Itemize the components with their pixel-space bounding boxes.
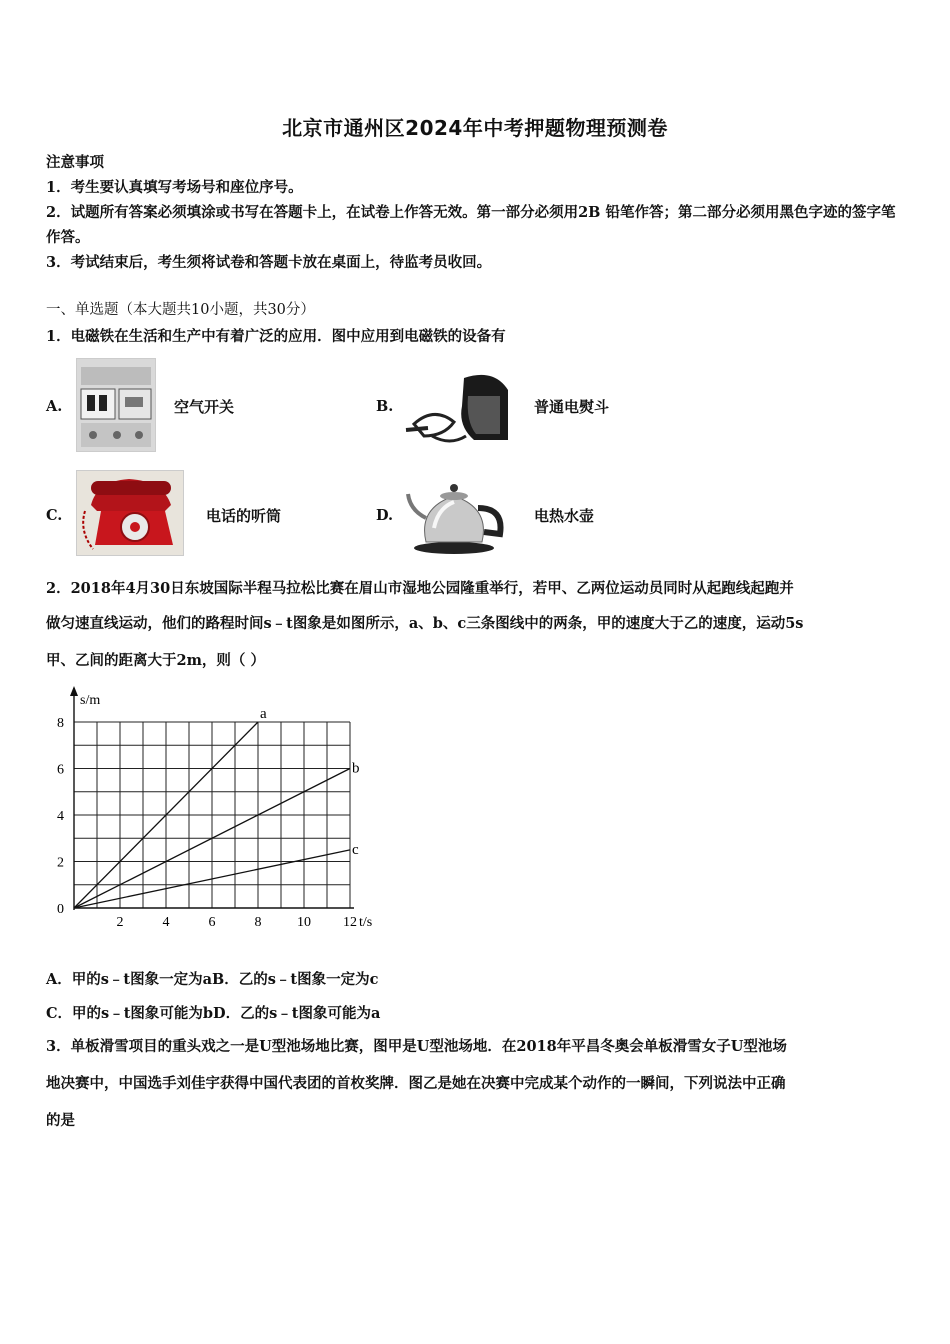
series-label-a: a bbox=[260, 706, 267, 722]
y-tick-label: 8 bbox=[57, 716, 64, 731]
q2-options-line-2: C．甲的s﹣t图象可能为bD．乙的s﹣t图象可能为a bbox=[46, 1005, 381, 1022]
q2-stem-line-2: 做匀速直线运动，他们的路程时间s﹣t图象是如图所示，a、b、c三条图线中的两条，甲的速度大于乙的速度，运动5s bbox=[46, 615, 804, 632]
chart-labels bbox=[57, 693, 372, 930]
electric-iron-photo bbox=[404, 366, 514, 452]
q2-stem-line-3: 甲、乙间的距离大于2m，则（ ） bbox=[46, 652, 265, 669]
electric-kettle-photo bbox=[404, 468, 508, 556]
q2-stem-line-1: 2．2018年4月30日东坡国际半程马拉松比赛在眉山市湿地公园隆重举行，若甲、乙两位运动员同时从起跑线起跑并 bbox=[46, 580, 794, 597]
st-graph bbox=[44, 684, 384, 940]
x-tick-label: 10 bbox=[297, 915, 311, 930]
q3-stem-line-2: 地决赛中，中国选手刘佳宇获得中国代表团的首枚奖牌．图乙是她在决赛中完成某个动作的一瞬间，下列说法中正确 bbox=[46, 1075, 786, 1092]
telephone-photo bbox=[76, 470, 184, 556]
q1-stem: 1．电磁铁在生活和生产中有着广泛的应用．图中应用到电磁铁的设备有 bbox=[46, 328, 506, 345]
q1-option-a-letter: A. bbox=[46, 398, 63, 415]
q2-options-line-1: A．甲的s﹣t图象一定为aB．乙的s﹣t图象一定为c bbox=[46, 971, 379, 988]
q1-option-b-text: 普通电熨斗 bbox=[534, 398, 610, 416]
y-axis-arrow bbox=[70, 686, 78, 696]
x-tick-label: 12 bbox=[343, 915, 357, 930]
x-axis-label: t/s bbox=[359, 915, 373, 930]
series-label-b: b bbox=[352, 760, 360, 777]
page-title: 北京市通州区2024年中考押题物理预测卷 bbox=[282, 116, 668, 140]
notice-item-1: 1．考生要认真填写考场号和座位序号。 bbox=[46, 179, 303, 196]
y-tick-label: 4 bbox=[57, 809, 64, 824]
q1-option-b-letter: B. bbox=[376, 398, 394, 415]
y-tick-label: 6 bbox=[57, 762, 64, 778]
y-tick-label: 2 bbox=[57, 855, 64, 871]
q3-stem-line-1: 3．单板滑雪项目的重头戏之一是U型池场地比赛，图甲是U型池场地．在2018年平昌冬奥会单板滑雪女子U型池场 bbox=[46, 1038, 787, 1055]
notice-item-2: 2．试题所有答案必须填涂或书写在答题卡上，在试卷上作答无效。第一部分必须用2B 铅笔作答；第二部分必须用黑色字迹的签字笔作答。 bbox=[46, 204, 896, 246]
q1-option-c-text: 电话的听筒 bbox=[206, 507, 282, 525]
notice-item-3: 3．考试结束后，考生须将试卷和答题卡放在桌面上，待监考员收回。 bbox=[46, 254, 492, 271]
x-tick-label: 4 bbox=[162, 915, 170, 930]
y-axis-label: s/m bbox=[80, 693, 101, 708]
x-tick-label: 8 bbox=[254, 915, 262, 930]
x-tick-label: 6 bbox=[208, 915, 216, 930]
air-switch-photo bbox=[76, 358, 156, 452]
notice-heading: 注意事项 bbox=[46, 154, 104, 171]
q1-option-c-letter: C. bbox=[46, 507, 63, 524]
y-tick-label: 0 bbox=[57, 902, 64, 917]
q1-option-a-text: 空气开关 bbox=[174, 398, 235, 416]
q1-option-d-text: 电热水壶 bbox=[534, 507, 595, 525]
chart-grid bbox=[74, 722, 350, 908]
section-heading: 一、单选题（本大题共10小题，共30分） bbox=[46, 302, 315, 318]
q3-stem-line-3: 的是 bbox=[46, 1112, 75, 1129]
x-tick-label: 2 bbox=[116, 915, 124, 930]
q1-option-d-letter: D. bbox=[376, 507, 394, 524]
series-label-c: c bbox=[352, 841, 359, 858]
